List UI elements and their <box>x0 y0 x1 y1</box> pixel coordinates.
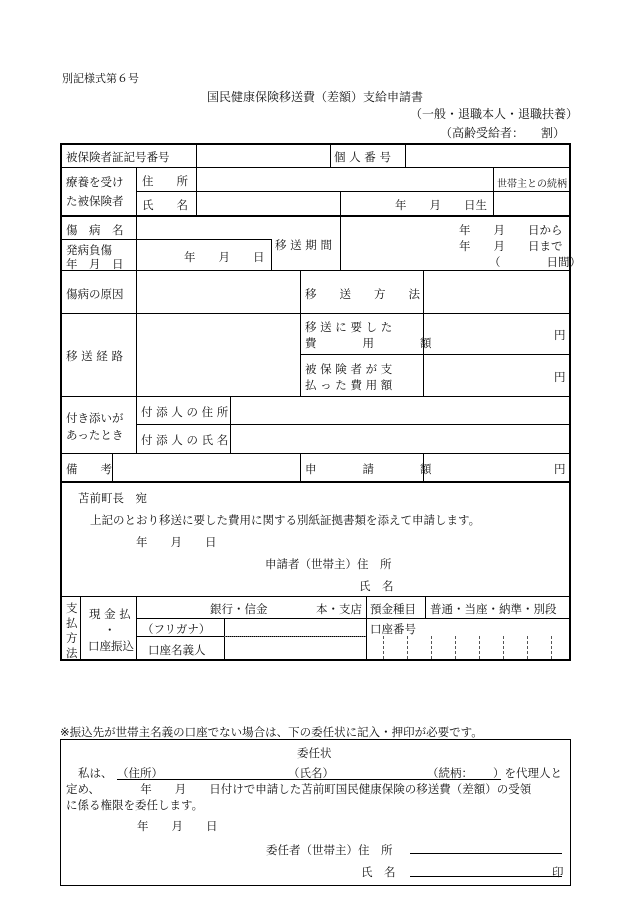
period-days: （ 日間） <box>489 255 581 269</box>
form-number: 別記様式第６号 <box>62 72 139 85</box>
declaration-date: 年 月 日 <box>136 535 217 549</box>
poa-date: 年 月 日 <box>137 819 218 833</box>
addressee: 苫前町長 宛 <box>78 491 147 505</box>
disease-name-label: 傷 病 名 <box>66 223 124 237</box>
paid-label-line2: 払 っ た 費 用 額 <box>305 378 393 392</box>
onset-label-line1: 発病負傷 <box>66 243 112 257</box>
bank-transfer-option: 口座振込 <box>88 639 134 653</box>
cost-label-line2: 費 用 額 <box>305 336 432 350</box>
onset-date: 年 月 日 <box>184 250 265 264</box>
insured-number-label: 被保険者証記号番号 <box>66 150 170 164</box>
address-label: 住 所 <box>142 174 188 188</box>
applicant-address-label: 申請者（世帯主）住 所 <box>265 557 392 571</box>
delegator-name-label: 氏 名 <box>361 865 396 879</box>
relation-label: 世帯主との続柄 <box>497 179 567 190</box>
subtitle-category: （一般・退職本人・退職扶養） <box>410 107 579 121</box>
subtitle-percent-unit: 割） <box>541 126 566 140</box>
payment-label-3: 方 <box>66 631 78 645</box>
attendant-label-line1: 付き添いが <box>66 411 124 425</box>
paid-yen-unit: 円 <box>554 370 566 384</box>
account-holder-label: 口座名義人 <box>148 643 206 657</box>
transfer-note: ※振込先が世帯主名義の口座でない場合は、下の委任状に記入・押印が必要です。 <box>60 725 483 739</box>
personal-number-label: 個 人 番 号 <box>334 150 391 164</box>
transport-method-label: 移 送 方 法 <box>305 287 420 301</box>
period-to: 年 月 日まで <box>459 239 563 253</box>
remarks-label: 備 考 <box>66 462 112 476</box>
seal-mark: 印 <box>552 865 564 879</box>
poa-name-label: （氏名） <box>288 766 334 780</box>
route-label: 移 送 経 路 <box>66 349 123 363</box>
bank-label: 銀行・信金 <box>210 602 268 616</box>
furigana-label: （フリガナ） <box>142 622 211 636</box>
branch-label: 本・支店 <box>316 602 362 616</box>
poa-line2: 定め、 年 月 日付けで申請した苫前町国民健康保険の移送費（差額）の受領 <box>66 782 532 796</box>
account-number-label: 口座番号 <box>370 622 416 636</box>
option-separator: ・ <box>104 623 116 637</box>
poa-relation-label: （続柄： <box>427 766 473 780</box>
attendant-address-label: 付 添 人 の 住 所 <box>141 405 229 419</box>
cost-yen-unit: 円 <box>554 328 566 342</box>
period-from: 年 月 日から <box>459 223 563 237</box>
cost-label-line1: 移 送 に 要 し た <box>305 320 393 334</box>
poa-line3: に係る権限を委任します。 <box>66 798 204 812</box>
poa-address-label: （住所） <box>117 766 163 780</box>
cash-payment-option: 現 金 払 <box>89 607 131 621</box>
date-of-birth-label: 年 月 日生 <box>395 198 487 212</box>
account-types: 普通・当座・納準・別段 <box>430 602 557 616</box>
subtitle-elderly: （高齢受給者： <box>440 126 525 140</box>
attendant-label-line2: あったとき <box>66 428 124 442</box>
cause-label: 傷病の原因 <box>66 287 124 301</box>
payment-label-1: 支 <box>66 601 78 615</box>
paid-label-line1: 被 保 険 者 が 支 <box>305 362 393 376</box>
payment-label-2: 払 <box>66 616 78 630</box>
attendant-name-label: 付 添 人 の 氏 名 <box>141 433 229 447</box>
claim-yen-unit: 円 <box>554 462 566 476</box>
form-title: 国民健康保険移送費（差額）支給申請書 <box>207 90 424 104</box>
onset-label-line2: 年 月 日 <box>66 257 124 271</box>
claim-amount-label: 申 請 額 <box>305 462 432 476</box>
patient-label-line1: 療養を受け <box>66 175 124 189</box>
poa-line1-end: ）を代理人と <box>493 766 562 780</box>
declaration-text: 上記のとおり移送に要した費用に関する別紙証拠書類を添えて申請します。 <box>90 513 481 527</box>
account-type-label: 預金種目 <box>370 602 416 616</box>
delegator-address-label: 委任者（世帯主）住 所 <box>266 843 393 857</box>
name-label: 氏 名 <box>142 198 188 212</box>
poa-title: 委任状 <box>297 746 332 760</box>
poa-line1-start: 私は、 <box>78 766 113 780</box>
patient-label-line2: た被保険者 <box>66 194 124 208</box>
applicant-name-label: 氏 名 <box>359 579 394 593</box>
transport-period-label: 移 送 期 間 <box>275 238 332 252</box>
payment-label-4: 法 <box>66 646 78 660</box>
